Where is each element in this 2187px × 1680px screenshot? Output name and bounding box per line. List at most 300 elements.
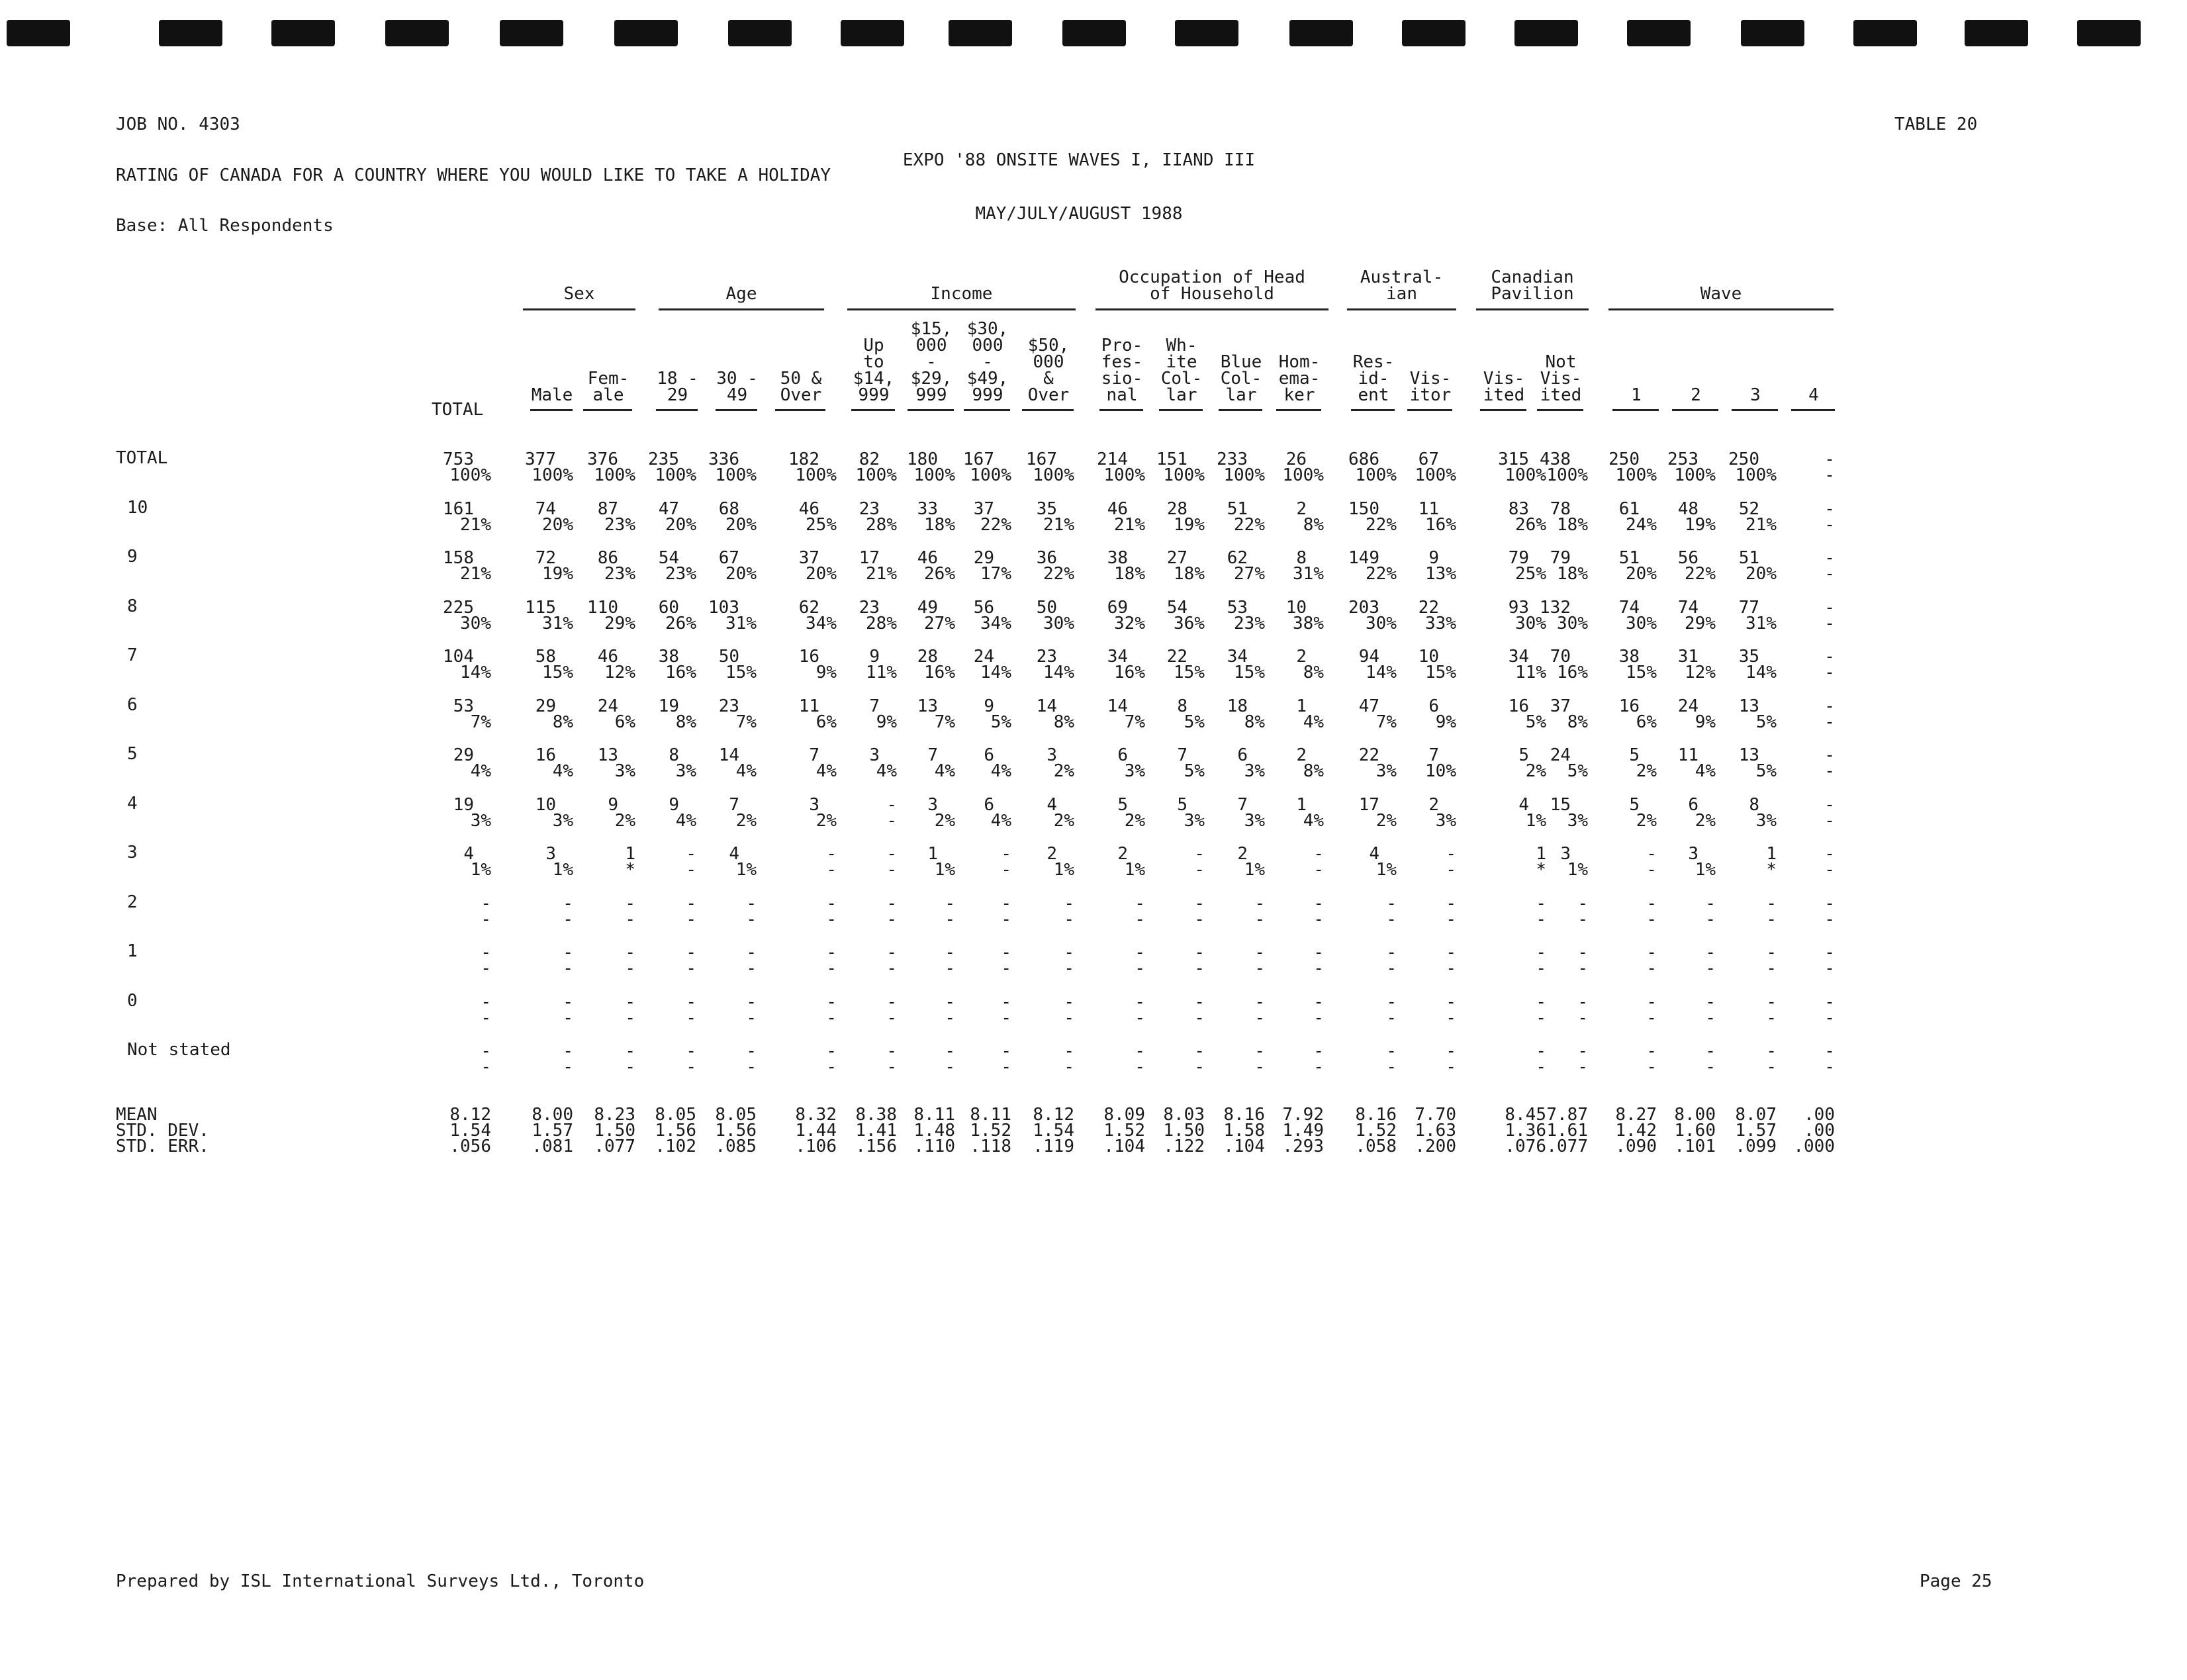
cell-percent: 1% — [1053, 860, 1074, 880]
cell-count: - — [1766, 992, 1777, 1012]
cell-percent: 7% — [934, 712, 955, 732]
cell-percent: 5% — [990, 712, 1011, 732]
stat-value: 1.54 — [1033, 1121, 1074, 1141]
cell-count: 11 — [1677, 745, 1698, 765]
cell-percent: 14% — [460, 663, 491, 682]
cell-count: 167 — [963, 449, 994, 469]
cell-count: - — [1313, 992, 1324, 1012]
column-header: $30, 000 - $49, 999 — [966, 319, 1009, 405]
column-header: Up to $14, 999 — [853, 336, 895, 405]
cell-percent: - — [1824, 1057, 1835, 1077]
cell-count: 4 — [1047, 794, 1057, 815]
cell-percent: * — [1766, 860, 1777, 880]
cell-percent: 1% — [934, 860, 955, 880]
cell-percent: 23% — [604, 564, 635, 584]
cell-count: 7 — [1237, 794, 1248, 815]
cell-percent: 34% — [980, 613, 1011, 633]
cell-percent: 6% — [1636, 712, 1657, 732]
cell-percent: - — [1313, 1007, 1324, 1028]
cell-count: - — [1536, 943, 1546, 962]
cell-count: - — [886, 943, 897, 962]
column-header: 18 - 29 — [657, 369, 698, 405]
cell-percent: 15% — [542, 663, 573, 682]
cell-percent: - — [1824, 958, 1835, 978]
cell-count: - — [1705, 1041, 1716, 1061]
cell-count: - — [1577, 943, 1588, 962]
cell-percent: 8% — [1567, 712, 1588, 732]
stat-value: 1.50 — [594, 1121, 635, 1141]
cell-count: 8 — [669, 745, 679, 765]
cell-count: 10 — [1285, 597, 1307, 618]
cell-count: 93 — [1508, 597, 1529, 618]
cell-percent: 6% — [815, 712, 837, 732]
cell-count: - — [1001, 943, 1011, 962]
cell-percent: 5% — [1755, 761, 1777, 781]
cell-percent: 8% — [1053, 712, 1074, 732]
cell-count: 250 — [1728, 449, 1759, 469]
cell-count: 14 — [1036, 696, 1057, 716]
cell-count: 27 — [1166, 548, 1187, 568]
cell-count: - — [1536, 992, 1546, 1012]
cell-count: 74 — [1677, 597, 1698, 618]
cell-percent: - — [945, 958, 955, 978]
stat-value: .090 — [1615, 1137, 1657, 1156]
cell-count: 94 — [1358, 647, 1379, 667]
cell-percent: - — [1446, 1057, 1456, 1077]
cell-count: 2 — [1047, 844, 1057, 864]
cell-percent: 2% — [934, 810, 955, 831]
cell-percent: 30% — [1043, 613, 1074, 633]
cell-count: - — [1577, 893, 1588, 913]
cell-count: 14 — [718, 745, 739, 765]
cell-percent: 2% — [1636, 761, 1657, 781]
cell-percent: 11% — [1515, 663, 1546, 682]
cell-count: 3 — [869, 745, 880, 765]
cell-count: 78 — [1550, 498, 1571, 519]
cell-count: - — [886, 844, 897, 864]
cell-percent: - — [1254, 1057, 1265, 1077]
column-header: 4 — [1808, 385, 1819, 405]
stat-value: .102 — [655, 1137, 696, 1156]
cell-percent: 38% — [1293, 613, 1324, 633]
cell-percent: - — [563, 909, 573, 929]
column-header: Male — [531, 385, 573, 405]
cell-percent: 21% — [1114, 514, 1145, 535]
cell-percent: 1% — [1375, 860, 1397, 880]
stat-value: 1.48 — [913, 1121, 955, 1141]
cell-count: 8 — [1749, 794, 1759, 815]
cell-count: 54 — [1166, 597, 1187, 618]
cell-count: 5 — [1117, 794, 1128, 815]
stat-value: 1.54 — [449, 1121, 491, 1141]
cell-percent: 3% — [1375, 761, 1397, 781]
cell-count: 31 — [1677, 647, 1698, 667]
cell-count: 5 — [1629, 794, 1640, 815]
cell-percent: - — [886, 1057, 897, 1077]
cell-count: 34 — [1508, 647, 1529, 667]
cell-percent: 21% — [460, 564, 491, 584]
cell-count: - — [563, 992, 573, 1012]
cell-percent: - — [481, 1057, 491, 1077]
cell-count: - — [686, 893, 696, 913]
cell-count: 2 — [1117, 844, 1128, 864]
cell-count: 7 — [1428, 745, 1439, 765]
cell-count: 150 — [1348, 498, 1379, 519]
stat-value: .106 — [795, 1137, 837, 1156]
column-header: 3 — [1750, 385, 1761, 405]
cell-percent: - — [1705, 1057, 1716, 1077]
cell-percent: - — [746, 958, 757, 978]
cell-percent: 32% — [1114, 613, 1145, 633]
stat-value: 8.45 — [1505, 1105, 1546, 1125]
cell-count: - — [1254, 943, 1265, 962]
cell-count: 151 — [1156, 449, 1187, 469]
stat-value: .076 — [1505, 1137, 1546, 1156]
cell-count: - — [1646, 992, 1657, 1012]
cell-count: - — [1824, 992, 1835, 1012]
cell-percent: - — [1705, 958, 1716, 978]
cell-count: - — [1135, 992, 1145, 1012]
cell-percent: 4% — [552, 761, 573, 781]
cell-count: - — [1577, 1041, 1588, 1061]
cell-percent: 20% — [542, 514, 573, 535]
cell-percent: - — [686, 958, 696, 978]
cell-count: 686 — [1348, 449, 1379, 469]
cell-count: - — [1135, 1041, 1145, 1061]
cell-percent: 21% — [1745, 514, 1777, 535]
cell-percent: 100% — [1735, 465, 1777, 485]
cell-percent: 14% — [1043, 663, 1074, 682]
cell-percent: 4% — [815, 761, 837, 781]
stat-value: 8.11 — [913, 1105, 955, 1125]
cell-count: - — [1646, 844, 1657, 864]
row-label: Not stated — [127, 1040, 231, 1060]
stat-value: .058 — [1355, 1137, 1397, 1156]
cell-percent: 34% — [806, 613, 837, 633]
cell-count: - — [1824, 647, 1835, 667]
cell-percent: 26% — [665, 613, 696, 633]
cell-count: - — [1446, 844, 1456, 864]
cell-count: 36 — [1036, 548, 1057, 568]
cell-percent: - — [1194, 958, 1205, 978]
group-header: Income — [930, 284, 993, 304]
cell-count: - — [1824, 745, 1835, 765]
stat-value: .122 — [1163, 1137, 1205, 1156]
cell-count: - — [1824, 893, 1835, 913]
column-header: Blue Col- lar — [1220, 352, 1262, 405]
cell-count: 13 — [1738, 696, 1759, 716]
cell-percent: - — [1313, 958, 1324, 978]
cell-percent: - — [746, 1057, 757, 1077]
cell-percent: - — [1577, 909, 1588, 929]
cell-percent: 30% — [1366, 613, 1397, 633]
cell-count: - — [1001, 893, 1011, 913]
cell-percent: 100% — [1282, 465, 1324, 485]
stat-value: .101 — [1674, 1137, 1716, 1156]
cell-percent: 18% — [1174, 564, 1205, 584]
cell-percent: - — [1766, 958, 1777, 978]
cell-count: 34 — [1107, 647, 1128, 667]
cell-percent: - — [1446, 909, 1456, 929]
cell-count: - — [686, 1041, 696, 1061]
cell-percent: * — [1536, 860, 1546, 880]
cell-count: - — [1386, 992, 1397, 1012]
cell-count: 115 — [525, 597, 556, 618]
cell-percent: 9% — [815, 663, 837, 682]
cell-percent: - — [1254, 909, 1265, 929]
cell-percent: 22% — [1685, 564, 1716, 584]
cell-count: 11 — [1418, 498, 1439, 519]
cell-percent: 3% — [552, 810, 573, 831]
cell-percent: 18% — [1114, 564, 1145, 584]
cell-count: 6 — [1688, 794, 1698, 815]
stat-value: 1.56 — [715, 1121, 757, 1141]
cell-percent: 100% — [1103, 465, 1145, 485]
cell-percent: 23% — [665, 564, 696, 584]
cell-count: - — [1646, 893, 1657, 913]
stat-value: 1.61 — [1546, 1121, 1588, 1141]
cell-percent: 7% — [1375, 712, 1397, 732]
cell-percent: - — [686, 909, 696, 929]
cell-percent: 20% — [1626, 564, 1657, 584]
cell-count: 22 — [1358, 745, 1379, 765]
column-header: 50 & Over — [780, 369, 822, 405]
cell-count: 37 — [1550, 696, 1571, 716]
cell-count: 182 — [788, 449, 819, 469]
cell-count: - — [1064, 992, 1074, 1012]
cell-count: - — [1386, 943, 1397, 962]
cell-percent: 28% — [866, 613, 897, 633]
cell-count: 46 — [1107, 498, 1128, 519]
row-label: 10 — [127, 497, 148, 518]
cell-count: 35 — [1036, 498, 1057, 519]
cell-percent: - — [1824, 613, 1835, 633]
cell-percent: 19% — [1685, 514, 1716, 535]
cell-percent: 3% — [1244, 761, 1265, 781]
stat-value: 8.07 — [1735, 1105, 1777, 1125]
cell-percent: 27% — [924, 613, 955, 633]
stat-value: 8.12 — [1033, 1105, 1074, 1125]
cell-count: - — [1824, 1041, 1835, 1061]
cell-percent: 31% — [542, 613, 573, 633]
cell-count: 7 — [729, 794, 739, 815]
cell-count: - — [625, 992, 635, 1012]
cell-count: 28 — [1166, 498, 1187, 519]
column-header-total: TOTAL — [432, 400, 484, 420]
cell-percent: - — [481, 1007, 491, 1028]
cell-percent: 19% — [542, 564, 573, 584]
cell-count: 10 — [535, 794, 556, 815]
cell-count: 9 — [1428, 548, 1439, 568]
stat-value: 1.57 — [532, 1121, 573, 1141]
cell-percent: 100% — [913, 465, 955, 485]
cell-percent: 4% — [470, 761, 491, 781]
cell-percent: 23% — [604, 514, 635, 535]
cell-percent: 30% — [1557, 613, 1588, 633]
cell-percent: 21% — [866, 564, 897, 584]
cell-percent: 5% — [1525, 712, 1546, 732]
cell-count: 16 — [535, 745, 556, 765]
cell-percent: 8% — [552, 712, 573, 732]
column-header: 1 — [1631, 385, 1642, 405]
cell-percent: 30% — [1626, 613, 1657, 633]
cell-count: - — [1313, 943, 1324, 962]
cell-count: - — [1705, 893, 1716, 913]
cell-percent: - — [1646, 909, 1657, 929]
cell-count: - — [886, 992, 897, 1012]
cell-percent: - — [1194, 1007, 1205, 1028]
cell-count: 315 — [1498, 449, 1529, 469]
cell-percent: 100% — [1223, 465, 1265, 485]
stat-label: STD. ERR. — [116, 1137, 209, 1156]
cell-percent: 4% — [934, 761, 955, 781]
cell-count: 38 — [1618, 647, 1640, 667]
cell-count: 74 — [535, 498, 556, 519]
cell-percent: 2% — [1525, 761, 1546, 781]
cell-count: 79 — [1508, 548, 1529, 568]
cell-count: 87 — [597, 498, 618, 519]
cell-count: 16 — [798, 647, 819, 667]
cell-count: 56 — [1677, 548, 1698, 568]
stat-value: 1.49 — [1282, 1121, 1324, 1141]
cell-count: 34 — [1227, 647, 1248, 667]
cell-percent: 9% — [876, 712, 897, 732]
cell-percent: - — [886, 958, 897, 978]
question-text: RATING OF CANADA FOR A COUNTRY WHERE YOU WOULD LIKE TO TAKE A HOLIDAY — [116, 165, 831, 185]
cell-percent: 27% — [1234, 564, 1265, 584]
cell-count: - — [1194, 992, 1205, 1012]
cell-count: - — [1001, 844, 1011, 864]
cell-count: - — [686, 943, 696, 962]
cell-percent: 5% — [1755, 712, 1777, 732]
cell-percent: 100% — [715, 465, 757, 485]
cell-percent: 2% — [1124, 810, 1145, 831]
cell-percent: 7% — [470, 712, 491, 732]
column-header: $50, 000 & Over — [1027, 336, 1070, 405]
stat-value: 8.12 — [449, 1105, 491, 1125]
column-header: Vis- itor — [1409, 369, 1452, 405]
stat-value: .081 — [532, 1137, 573, 1156]
cell-percent: 1% — [1695, 860, 1716, 880]
cell-count: 6 — [1428, 696, 1439, 716]
cell-count: 54 — [658, 548, 679, 568]
cell-percent: - — [886, 1007, 897, 1028]
cell-count: 50 — [1036, 597, 1057, 618]
stat-value: 1.52 — [970, 1121, 1011, 1141]
cell-count: 15 — [1550, 794, 1571, 815]
cell-count: 13 — [597, 745, 618, 765]
cell-percent: - — [1313, 860, 1324, 880]
cell-count: 23 — [859, 498, 880, 519]
cell-percent: 15% — [1174, 663, 1205, 682]
cell-count: - — [1064, 893, 1074, 913]
cell-percent: - — [1536, 1007, 1546, 1028]
cell-percent: 16% — [1557, 663, 1588, 682]
cell-percent: * — [625, 860, 635, 880]
cell-percent: 2% — [1695, 810, 1716, 831]
stat-value: .200 — [1415, 1137, 1456, 1156]
cell-percent: - — [1536, 1057, 1546, 1077]
cell-percent: 2% — [614, 810, 635, 831]
cell-percent: 31% — [1293, 564, 1324, 584]
column-header: Pro- fes- sio- nal — [1101, 336, 1143, 405]
column-header: Fem- ale — [587, 369, 629, 405]
cell-percent: 4% — [1695, 761, 1716, 781]
cell-percent: 31% — [1745, 613, 1777, 633]
cell-percent: 4% — [1303, 810, 1324, 831]
stat-value: 8.00 — [1674, 1105, 1716, 1125]
cell-percent: - — [1001, 1007, 1011, 1028]
cell-count: 74 — [1618, 597, 1640, 618]
cell-count: 3 — [809, 794, 819, 815]
cell-count: - — [945, 943, 955, 962]
cell-count: 2 — [1296, 647, 1307, 667]
cell-percent: - — [1001, 1057, 1011, 1077]
cell-count: 103 — [708, 597, 739, 618]
cell-percent: 100% — [1546, 465, 1588, 485]
row-label: TOTAL — [116, 448, 168, 468]
cell-percent: 3% — [1244, 810, 1265, 831]
cell-percent: 3% — [1567, 810, 1588, 831]
cell-percent: - — [1194, 1057, 1205, 1077]
cell-percent: - — [886, 810, 897, 831]
cell-percent: - — [746, 909, 757, 929]
cell-count: 4 — [463, 844, 474, 864]
cell-count: - — [1194, 844, 1205, 864]
cell-count: 23 — [718, 696, 739, 716]
cell-count: 24 — [973, 647, 994, 667]
cell-percent: - — [826, 1057, 837, 1077]
cell-count: 24 — [597, 696, 618, 716]
cell-percent: 18% — [924, 514, 955, 535]
cell-percent: 1% — [1244, 860, 1265, 880]
cell-percent: - — [1536, 909, 1546, 929]
cell-count: 4 — [1369, 844, 1379, 864]
cell-count: - — [481, 992, 491, 1012]
cell-count: 35 — [1738, 647, 1759, 667]
cell-percent: 4% — [675, 810, 696, 831]
cell-count: - — [686, 992, 696, 1012]
cell-count: 3 — [1688, 844, 1698, 864]
cell-count: 52 — [1738, 498, 1759, 519]
stat-value: 1.56 — [655, 1121, 696, 1141]
cell-percent: - — [1446, 860, 1456, 880]
cell-percent: - — [945, 909, 955, 929]
cell-percent: 15% — [1626, 663, 1657, 682]
cell-count: 2 — [1296, 745, 1307, 765]
cell-percent: - — [1135, 909, 1145, 929]
cell-percent: 3% — [614, 761, 635, 781]
cell-percent: 100% — [1615, 465, 1657, 485]
cell-percent: - — [1386, 1057, 1397, 1077]
cell-percent: - — [826, 860, 837, 880]
cell-count: 13 — [917, 696, 938, 716]
cell-percent: - — [625, 1007, 635, 1028]
stat-value: 8.38 — [855, 1105, 897, 1125]
cell-count: - — [826, 893, 837, 913]
cell-count: - — [826, 992, 837, 1012]
cell-count: 22 — [1166, 647, 1187, 667]
cell-percent: - — [1577, 958, 1588, 978]
cell-count: 14 — [1107, 696, 1128, 716]
cell-count: 158 — [443, 548, 474, 568]
cell-percent: 100% — [532, 465, 573, 485]
cell-count: - — [1254, 1041, 1265, 1061]
cell-percent: 1% — [1525, 810, 1546, 831]
cell-count: 6 — [984, 745, 994, 765]
cell-percent: - — [686, 860, 696, 880]
cell-percent: 100% — [1415, 465, 1456, 485]
